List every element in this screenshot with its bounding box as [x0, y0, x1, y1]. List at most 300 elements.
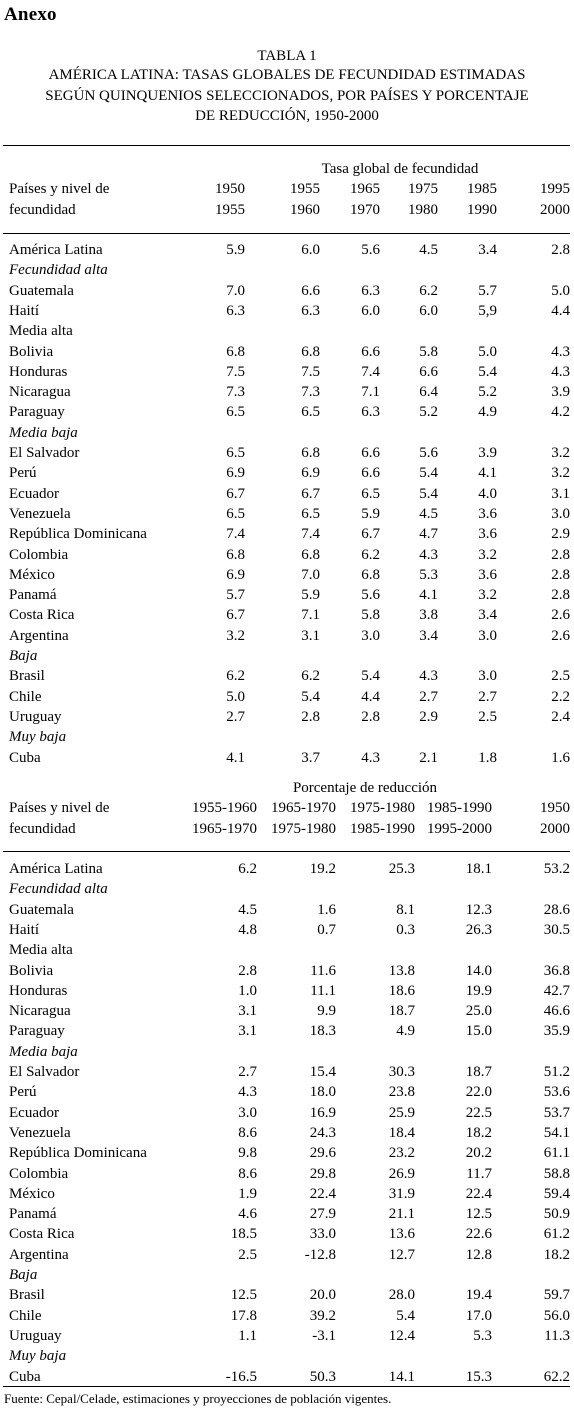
table-cell: 3.6: [478, 566, 497, 583]
table-cell: 39.2: [309, 1307, 336, 1324]
table-cell: 24.3: [309, 1124, 336, 1141]
table-cell: 6.2: [226, 668, 245, 685]
table-cell: 1.9: [238, 1185, 257, 1202]
table-cell: 2.5: [238, 1246, 257, 1263]
row-label: México: [9, 1185, 55, 1202]
table-cell: 6.8: [226, 546, 245, 563]
rate-header-rule: [3, 233, 570, 234]
table-cell: 6.3: [301, 302, 320, 319]
table-cell: 22.0: [465, 1084, 492, 1101]
column-header: 1985-1990: [350, 821, 415, 837]
table-cell: 15.3: [465, 1368, 492, 1385]
table-cell: 3.2: [551, 465, 570, 482]
table-cell: 3.2: [478, 546, 497, 563]
table-cell: 23.8: [388, 1084, 415, 1101]
row-label: Brasil: [9, 1287, 45, 1304]
row-label: América Latina: [9, 242, 103, 258]
table-cell: 17.8: [230, 1307, 257, 1324]
table-cell: 5,9: [478, 302, 497, 319]
column-header: 1950: [215, 181, 245, 197]
group-label: Muy baja: [9, 729, 67, 746]
table-cell: 4.1: [478, 465, 497, 482]
table-cell: 0.3: [396, 921, 415, 938]
table-cell: 58.8: [543, 1165, 570, 1182]
table-title-line-2: SEGÚN QUINQUENIOS SELECCIONADOS, POR PAÍSES Y PORCENTAJE: [45, 88, 529, 104]
row-label: Cuba: [9, 749, 41, 766]
table-cell: 7.1: [301, 607, 320, 624]
table-cell: 2.9: [551, 526, 570, 543]
group-label: Media alta: [9, 323, 73, 340]
row-label: Honduras: [9, 363, 68, 380]
table-cell: 2.8: [551, 587, 570, 604]
table-cell: 4.3: [551, 343, 570, 360]
row-label: Venezuela: [9, 1124, 71, 1141]
table-cell: 11.6: [310, 962, 336, 979]
table-cell: 6.5: [226, 505, 245, 522]
table-cell: 61.1: [543, 1145, 570, 1162]
table-cell: 61.2: [543, 1226, 570, 1243]
table-cell: 33.0: [309, 1226, 336, 1243]
row-label: América Latina: [9, 861, 103, 877]
group-label: Muy baja: [9, 1348, 67, 1365]
table-cell: 3.1: [238, 1003, 257, 1020]
source-footnote: Fuente: Cepal/Celade, estimaciones y proyecciones de población vigentes.: [4, 1391, 392, 1406]
table-cell: 1.1: [238, 1327, 257, 1344]
table-cell: 11.7: [466, 1165, 492, 1182]
row-label: El Salvador: [9, 1064, 80, 1080]
row-label: Nicaragua: [9, 384, 71, 401]
table-cell: 5.9: [226, 242, 245, 258]
table-cell: 46.6: [543, 1003, 570, 1020]
table-cell: 50.3: [309, 1368, 336, 1385]
table-cell: 53.2: [543, 861, 570, 877]
table-cell: 8.1: [396, 901, 415, 918]
table-cell: 4.5: [419, 505, 438, 522]
table-cell: 6.8: [301, 445, 320, 461]
table-cell: 12.4: [388, 1327, 415, 1344]
table-cell: 6.0: [361, 302, 380, 319]
table-cell: 3.1: [238, 1023, 257, 1040]
table-cell: 5.7: [478, 282, 497, 299]
row-label: Venezuela: [9, 505, 71, 522]
table-cell: 18.0: [309, 1084, 336, 1101]
group-label: Media alta: [9, 942, 73, 959]
table-cell: 2.8: [551, 242, 570, 258]
table-cell: 18.1: [465, 861, 492, 877]
table-cell: 6.2: [238, 861, 257, 877]
group-label: Fecundidad alta: [9, 262, 108, 279]
table-cell: 3.7: [301, 749, 320, 766]
table-cell: 5.0: [226, 688, 245, 705]
row-label: Paraguay: [9, 1023, 65, 1040]
table-cell: 6.8: [301, 546, 320, 563]
table-cell: 7.4: [301, 526, 320, 543]
table-cell: 9.9: [317, 1003, 336, 1020]
table-cell: 4.3: [419, 546, 438, 563]
row-label: Brasil: [9, 668, 45, 685]
table-cell: 18.7: [388, 1003, 415, 1020]
table-cell: 22.6: [465, 1226, 492, 1243]
row-label: Cuba: [9, 1368, 41, 1385]
table-cell: 5.2: [419, 404, 438, 421]
column-header: 1985-1990: [427, 800, 492, 816]
table-cell: 1.8: [478, 749, 497, 766]
table-cell: 4.7: [419, 526, 438, 543]
table-cell: 6.9: [226, 566, 245, 583]
table-cell: 3.0: [361, 627, 380, 644]
table-cell: 3.0: [551, 505, 570, 522]
table-cell: 7.0: [301, 566, 320, 583]
row-label: Bolivia: [9, 343, 54, 360]
table-cell: 6.6: [301, 282, 320, 299]
table-cell: 7.0: [226, 282, 245, 299]
row-label: Costa Rica: [9, 607, 75, 624]
table-cell: 4.3: [361, 749, 380, 766]
column-header: 1965: [350, 181, 380, 197]
table-cell: 4.3: [551, 363, 570, 380]
table-cell: 2.7: [419, 688, 438, 705]
table-cell: 29.6: [309, 1145, 336, 1162]
table-cell: 0.7: [317, 921, 336, 938]
table-cell: 4.1: [226, 749, 245, 766]
table-cell: 6.6: [361, 465, 380, 482]
table-cell: 3.8: [419, 607, 438, 624]
table-cell: 2.1: [419, 749, 438, 766]
row-label: Chile: [9, 1307, 42, 1324]
table-cell: 36.8: [543, 962, 570, 979]
table-cell: 25.3: [388, 861, 415, 877]
row-label: Uruguay: [9, 708, 62, 725]
table-number: TABLA 1: [257, 48, 317, 64]
group-label: Baja: [9, 648, 38, 664]
table-cell: 50.9: [543, 1206, 570, 1223]
table-cell: 5.4: [396, 1307, 415, 1324]
table-title-line-1: AMÉRICA LATINA: TASAS GLOBALES DE FECUNDIDAD ESTIMADAS: [48, 67, 526, 83]
table-cell: 26.9: [388, 1165, 415, 1182]
row-label: República Dominicana: [9, 1145, 147, 1162]
bottom-rule: [3, 1386, 570, 1387]
table-cell: 2.9: [419, 708, 438, 725]
table-cell: -12.8: [304, 1246, 336, 1263]
table-cell: 2.5: [551, 668, 570, 685]
stub-header: Países y nivel de: [9, 800, 110, 816]
column-header: 1950: [540, 800, 570, 816]
table-cell: 20.2: [465, 1145, 492, 1162]
row-label: México: [9, 566, 55, 583]
table-cell: 5.9: [301, 587, 320, 604]
table-cell: 22.4: [465, 1185, 492, 1202]
table-cell: 6.6: [361, 343, 380, 360]
row-label: Uruguay: [9, 1327, 62, 1344]
column-header: 1975-1980: [350, 800, 415, 816]
row-label: Haití: [9, 302, 39, 319]
table-cell: 4.3: [238, 1084, 257, 1101]
table-cell: 53.6: [543, 1084, 570, 1101]
table-cell: 12.8: [465, 1246, 492, 1263]
group-label: Baja: [9, 1267, 38, 1283]
table-cell: 4.9: [396, 1023, 415, 1040]
table-cell: 3.2: [478, 587, 497, 604]
table-cell: 27.9: [309, 1206, 336, 1223]
row-label: Paraguay: [9, 404, 65, 421]
stub-header: fecundidad: [9, 202, 76, 218]
table-cell: 5.8: [361, 607, 380, 624]
table-cell: 3.4: [478, 607, 497, 624]
row-label: Ecuador: [9, 485, 59, 502]
column-header: 2000: [540, 202, 570, 218]
table-cell: 2.8: [361, 708, 380, 725]
table-cell: 3.4: [478, 242, 497, 258]
table-cell: 15.0: [465, 1023, 492, 1040]
group-label: Fecundidad alta: [9, 881, 108, 898]
table-cell: 5.4: [361, 668, 380, 685]
table-cell: 5.0: [478, 343, 497, 360]
table-cell: 6.5: [301, 404, 320, 421]
table-cell: 7.3: [301, 384, 320, 401]
table-cell: 14.1: [388, 1368, 415, 1385]
table-cell: 6.7: [226, 607, 245, 624]
table-cell: 6.8: [301, 343, 320, 360]
table-cell: 5.6: [361, 587, 380, 604]
table-cell: 25.0: [465, 1003, 492, 1020]
table-cell: 18.5: [230, 1226, 257, 1243]
row-label: Panamá: [9, 587, 57, 604]
table-cell: 8.6: [238, 1165, 257, 1182]
table-cell: 59.4: [543, 1185, 570, 1202]
table-cell: 28.6: [543, 901, 570, 918]
table-cell: 7.4: [361, 363, 380, 380]
table-cell: 5.9: [361, 505, 380, 522]
table-cell: 35.9: [543, 1023, 570, 1040]
row-label: Guatemala: [9, 901, 74, 918]
table-cell: 5.0: [551, 282, 570, 299]
column-header: 1990: [467, 202, 497, 218]
table-cell: 18.3: [309, 1023, 336, 1040]
table-cell: 4.3: [419, 668, 438, 685]
table-cell: 6.2: [419, 282, 438, 299]
column-header: 1955: [215, 202, 245, 218]
row-label: Colombia: [9, 1165, 69, 1182]
table-cell: 4.1: [419, 587, 438, 604]
table-cell: 6.7: [226, 485, 245, 502]
table-cell: 8.6: [238, 1124, 257, 1141]
table-cell: 6.0: [419, 302, 438, 319]
table-cell: 18.2: [465, 1124, 492, 1141]
table-cell: 3.4: [419, 627, 438, 644]
table-cell: 59.7: [543, 1287, 570, 1304]
row-label: Ecuador: [9, 1104, 59, 1121]
table-cell: 22.5: [465, 1104, 492, 1121]
table-cell: 5.7: [226, 587, 245, 604]
table-cell: 13.6: [388, 1226, 415, 1243]
row-label: Argentina: [9, 1246, 69, 1263]
row-label: Perú: [9, 1084, 37, 1101]
table-cell: 5.4: [419, 485, 438, 502]
table-cell: 6.5: [361, 485, 380, 502]
table-cell: 23.2: [388, 1145, 415, 1162]
table-cell: 53.7: [543, 1104, 570, 1121]
table-cell: 7.5: [226, 363, 245, 380]
table-cell: 3.0: [478, 668, 497, 685]
column-header: 1995: [540, 181, 570, 197]
group-label: Media baja: [9, 424, 78, 441]
column-header: 1955-1960: [192, 800, 257, 816]
table-cell: 3.6: [478, 526, 497, 543]
table-cell: 20.0: [309, 1287, 336, 1304]
table-cell: 5.6: [419, 445, 438, 461]
table-cell: 51.2: [543, 1064, 570, 1080]
table-cell: -16.5: [225, 1368, 257, 1385]
table-cell: 14.0: [465, 962, 492, 979]
table-cell: 12.7: [388, 1246, 415, 1263]
column-header: 1960: [290, 202, 320, 218]
column-header: 1965-1970: [271, 800, 336, 816]
table-cell: 3.9: [551, 384, 570, 401]
table-cell: 30.5: [543, 921, 570, 938]
table-cell: 12.5: [230, 1287, 257, 1304]
table-cell: 6.9: [226, 465, 245, 482]
table-cell: 19.4: [465, 1287, 492, 1304]
table-cell: 2.7: [238, 1064, 257, 1080]
table-cell: 7.3: [226, 384, 245, 401]
group-label: Media baja: [9, 1043, 78, 1060]
table-cell: 18.7: [465, 1064, 492, 1080]
table-cell: 19.2: [309, 861, 336, 877]
row-label: República Dominicana: [9, 526, 147, 543]
table-cell: 6.5: [226, 445, 245, 461]
table-cell: 17.0: [465, 1307, 492, 1324]
table-cell: 4.4: [361, 688, 380, 705]
table-cell: 3.0: [238, 1104, 257, 1121]
column-group-header: Porcentaje de reducción: [292, 780, 438, 796]
table-cell: 2.4: [551, 708, 570, 725]
table-cell: 5.3: [419, 566, 438, 583]
table-cell: 26.3: [465, 921, 492, 938]
table-cell: 3.2: [551, 445, 570, 461]
table-cell: 2.6: [551, 627, 570, 644]
table-cell: 2.8: [551, 566, 570, 583]
table-cell: 30.3: [388, 1064, 415, 1080]
table-cell: 15.4: [309, 1064, 336, 1080]
table-cell: 2.8: [301, 708, 320, 725]
table-cell: 13.8: [388, 962, 415, 979]
table-cell: 28.0: [388, 1287, 415, 1304]
table-cell: 2.8: [551, 546, 570, 563]
table-cell: 1.0: [238, 982, 257, 999]
table-cell: 6.9: [301, 465, 320, 482]
table-cell: 6.3: [361, 404, 380, 421]
column-header: 1995-2000: [427, 821, 492, 837]
table-cell: 25.9: [388, 1104, 415, 1121]
table-cell: 2.2: [551, 688, 570, 705]
table-cell: 6.4: [419, 384, 438, 401]
table-cell: 3.0: [478, 627, 497, 644]
table-cell: 12.5: [465, 1206, 492, 1223]
table-cell: 6.5: [226, 404, 245, 421]
stub-header: Países y nivel de: [9, 181, 110, 197]
table-cell: 6.5: [301, 505, 320, 522]
table-cell: -3.1: [312, 1327, 336, 1344]
table-cell: 9.8: [238, 1145, 257, 1162]
table-cell: 2.5: [478, 708, 497, 725]
table-cell: 2.7: [478, 688, 497, 705]
table-cell: 5.3: [473, 1327, 492, 1344]
table-cell: 4.9: [478, 404, 497, 421]
table-cell: 4.0: [478, 485, 497, 502]
table-cell: 6.2: [361, 546, 380, 563]
stub-header: fecundidad: [9, 821, 76, 837]
table-cell: 11.1: [310, 982, 336, 999]
table-cell: 5.6: [361, 242, 380, 258]
reduction-header-rule: [3, 851, 570, 852]
table-cell: 1.6: [317, 901, 336, 918]
table-cell: 4.5: [238, 901, 257, 918]
table-cell: 5.8: [419, 343, 438, 360]
table-cell: 6.8: [226, 343, 245, 360]
table-cell: 4.4: [551, 302, 570, 319]
table-cell: 6.3: [361, 282, 380, 299]
table-cell: 3.9: [478, 445, 497, 461]
table-cell: 42.7: [543, 982, 570, 999]
table-cell: 4.2: [551, 404, 570, 421]
row-label: El Salvador: [9, 445, 80, 461]
column-header: 1970: [350, 202, 380, 218]
table-cell: 19.9: [465, 982, 492, 999]
column-group-header: Tasa global de fecundidad: [321, 161, 479, 177]
table-cell: 6.3: [226, 302, 245, 319]
table-cell: 3.2: [226, 627, 245, 644]
table-cell: 18.2: [543, 1246, 570, 1263]
table-cell: 22.4: [309, 1185, 336, 1202]
table-title-line-3: DE REDUCCIÓN, 1950-2000: [195, 108, 379, 124]
row-label: Bolivia: [9, 962, 54, 979]
row-label: Honduras: [9, 982, 68, 999]
table-cell: 5.4: [419, 465, 438, 482]
table-cell: 11.3: [544, 1327, 570, 1344]
table-cell: 7.5: [301, 363, 320, 380]
table-cell: 6.2: [301, 668, 320, 685]
table-cell: 6.8: [361, 566, 380, 583]
table-cell: 5.4: [478, 363, 497, 380]
table-cell: 54.1: [543, 1124, 570, 1141]
table-cell: 31.9: [388, 1185, 415, 1202]
table-cell: 5.2: [478, 384, 497, 401]
table-cell: 3.1: [551, 485, 570, 502]
table-cell: 29.8: [309, 1165, 336, 1182]
table-cell: 5.4: [301, 688, 320, 705]
table-cell: 6.7: [361, 526, 380, 543]
table-cell: 2.7: [226, 708, 245, 725]
table-cell: 62.2: [543, 1368, 570, 1385]
column-header: 1985: [467, 181, 497, 197]
row-label: Colombia: [9, 546, 69, 563]
table-cell: 7.4: [226, 526, 245, 543]
column-header: 2000: [540, 821, 570, 837]
row-label: Perú: [9, 465, 37, 482]
table-cell: 4.5: [419, 242, 438, 258]
table-cell: 18.4: [388, 1124, 415, 1141]
row-label: Nicaragua: [9, 1003, 71, 1020]
table-cell: 16.9: [309, 1104, 336, 1121]
row-label: Haití: [9, 921, 39, 938]
column-header: 1975: [408, 181, 438, 197]
row-label: Costa Rica: [9, 1226, 75, 1243]
row-label: Chile: [9, 688, 42, 705]
table-cell: 3.6: [478, 505, 497, 522]
top-rule: [3, 145, 570, 146]
table-cell: 4.8: [238, 921, 257, 938]
table-cell: 4.6: [238, 1206, 257, 1223]
